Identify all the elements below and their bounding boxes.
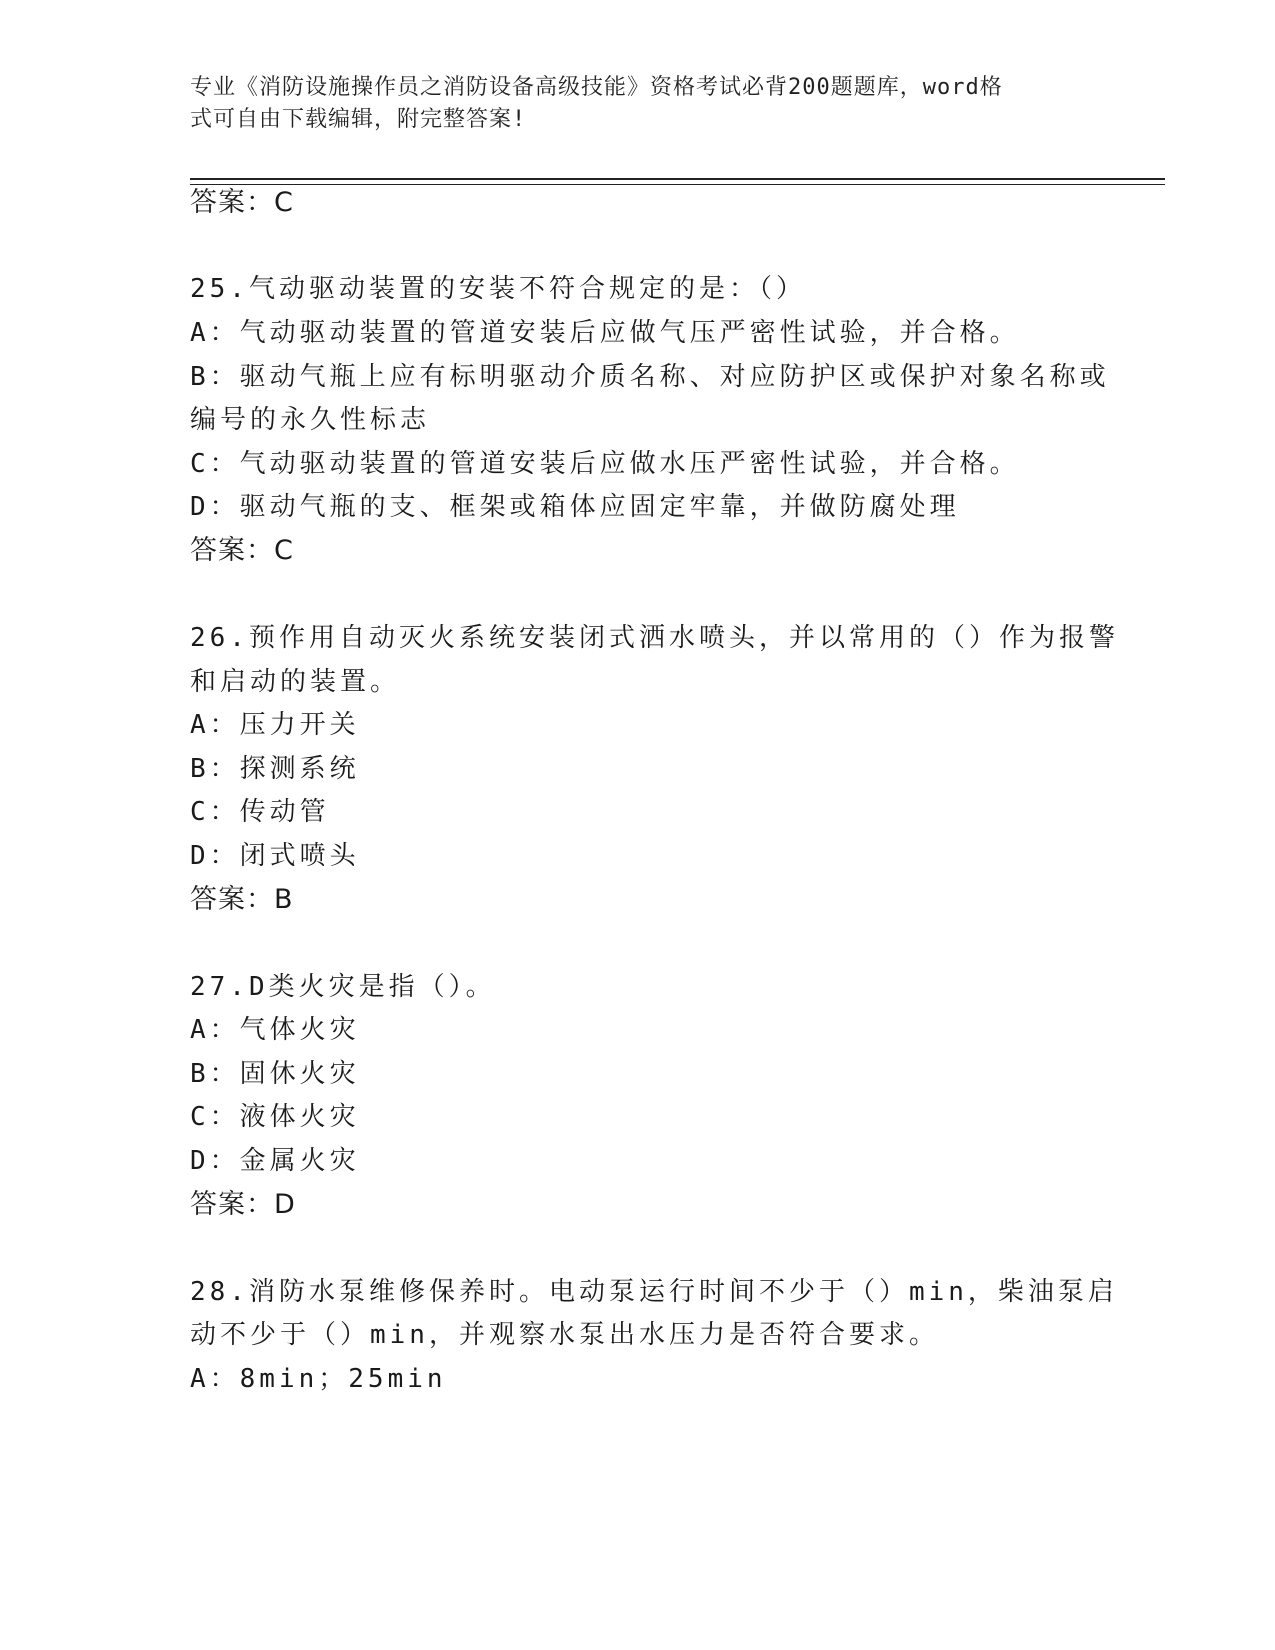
option-a: A：8min；25min [190,1364,447,1394]
question-stem: 28.消防水泵维修保养时。电动泵运行时间不少于（）min，柴油泵启 [190,1277,1118,1307]
option-c: C：气动驱动装置的管道安装后应做水压严密性试验，并合格。 [190,449,1020,479]
option-c: C：传动管 [190,797,330,827]
option-b: B：探测系统 [190,754,360,784]
question-stem-continued: 和启动的装置。 [190,667,401,697]
option-d: D：金属火灾 [190,1146,360,1176]
option-a: A：气动驱动装置的管道安装后应做气压严密性试验，并合格。 [190,318,1020,348]
question-stem: 27.D类火灾是指（）。 [190,972,496,1002]
option-d: D：驱动气瓶的支、框架或箱体应固定牢靠，并做防腐处理 [190,492,960,522]
option-a: A：压力开关 [190,710,360,740]
option-a: A：气体火灾 [190,1015,360,1045]
header-divider-thin [190,184,1165,185]
answer-line: 答案：C [190,187,294,218]
option-c: C：液体火灾 [190,1102,360,1132]
option-b-continued: 编号的永久性标志 [190,405,431,435]
header-line-1: 专业《消防设施操作员之消防设备高级技能》资格考试必背200题题库，word格 [190,75,1003,100]
header-divider [190,178,1165,180]
answer-line: 答案：B [190,884,294,915]
question-stem-continued: 动不少于（）min，并观察水泵出水压力是否符合要求。 [190,1320,939,1350]
option-b: B：驱动气瓶上应有标明驱动介质名称、对应防护区或保护对象名称或 [190,362,1110,392]
header-line-2: 式可自由下载编辑，附完整答案! [190,107,527,132]
document-header [190,72,1090,136]
option-d: D：闭式喷头 [190,841,360,871]
answer-line: 答案：D [190,1189,296,1220]
option-b: B：固休火灾 [190,1059,360,1089]
question-stem: 25.气动驱动装置的安装不符合规定的是：（） [190,274,806,304]
answer-line: 答案：C [190,535,294,566]
question-stem: 26.预作用自动灭火系统安装闭式洒水喷头，并以常用的（）作为报警 [190,623,1119,653]
